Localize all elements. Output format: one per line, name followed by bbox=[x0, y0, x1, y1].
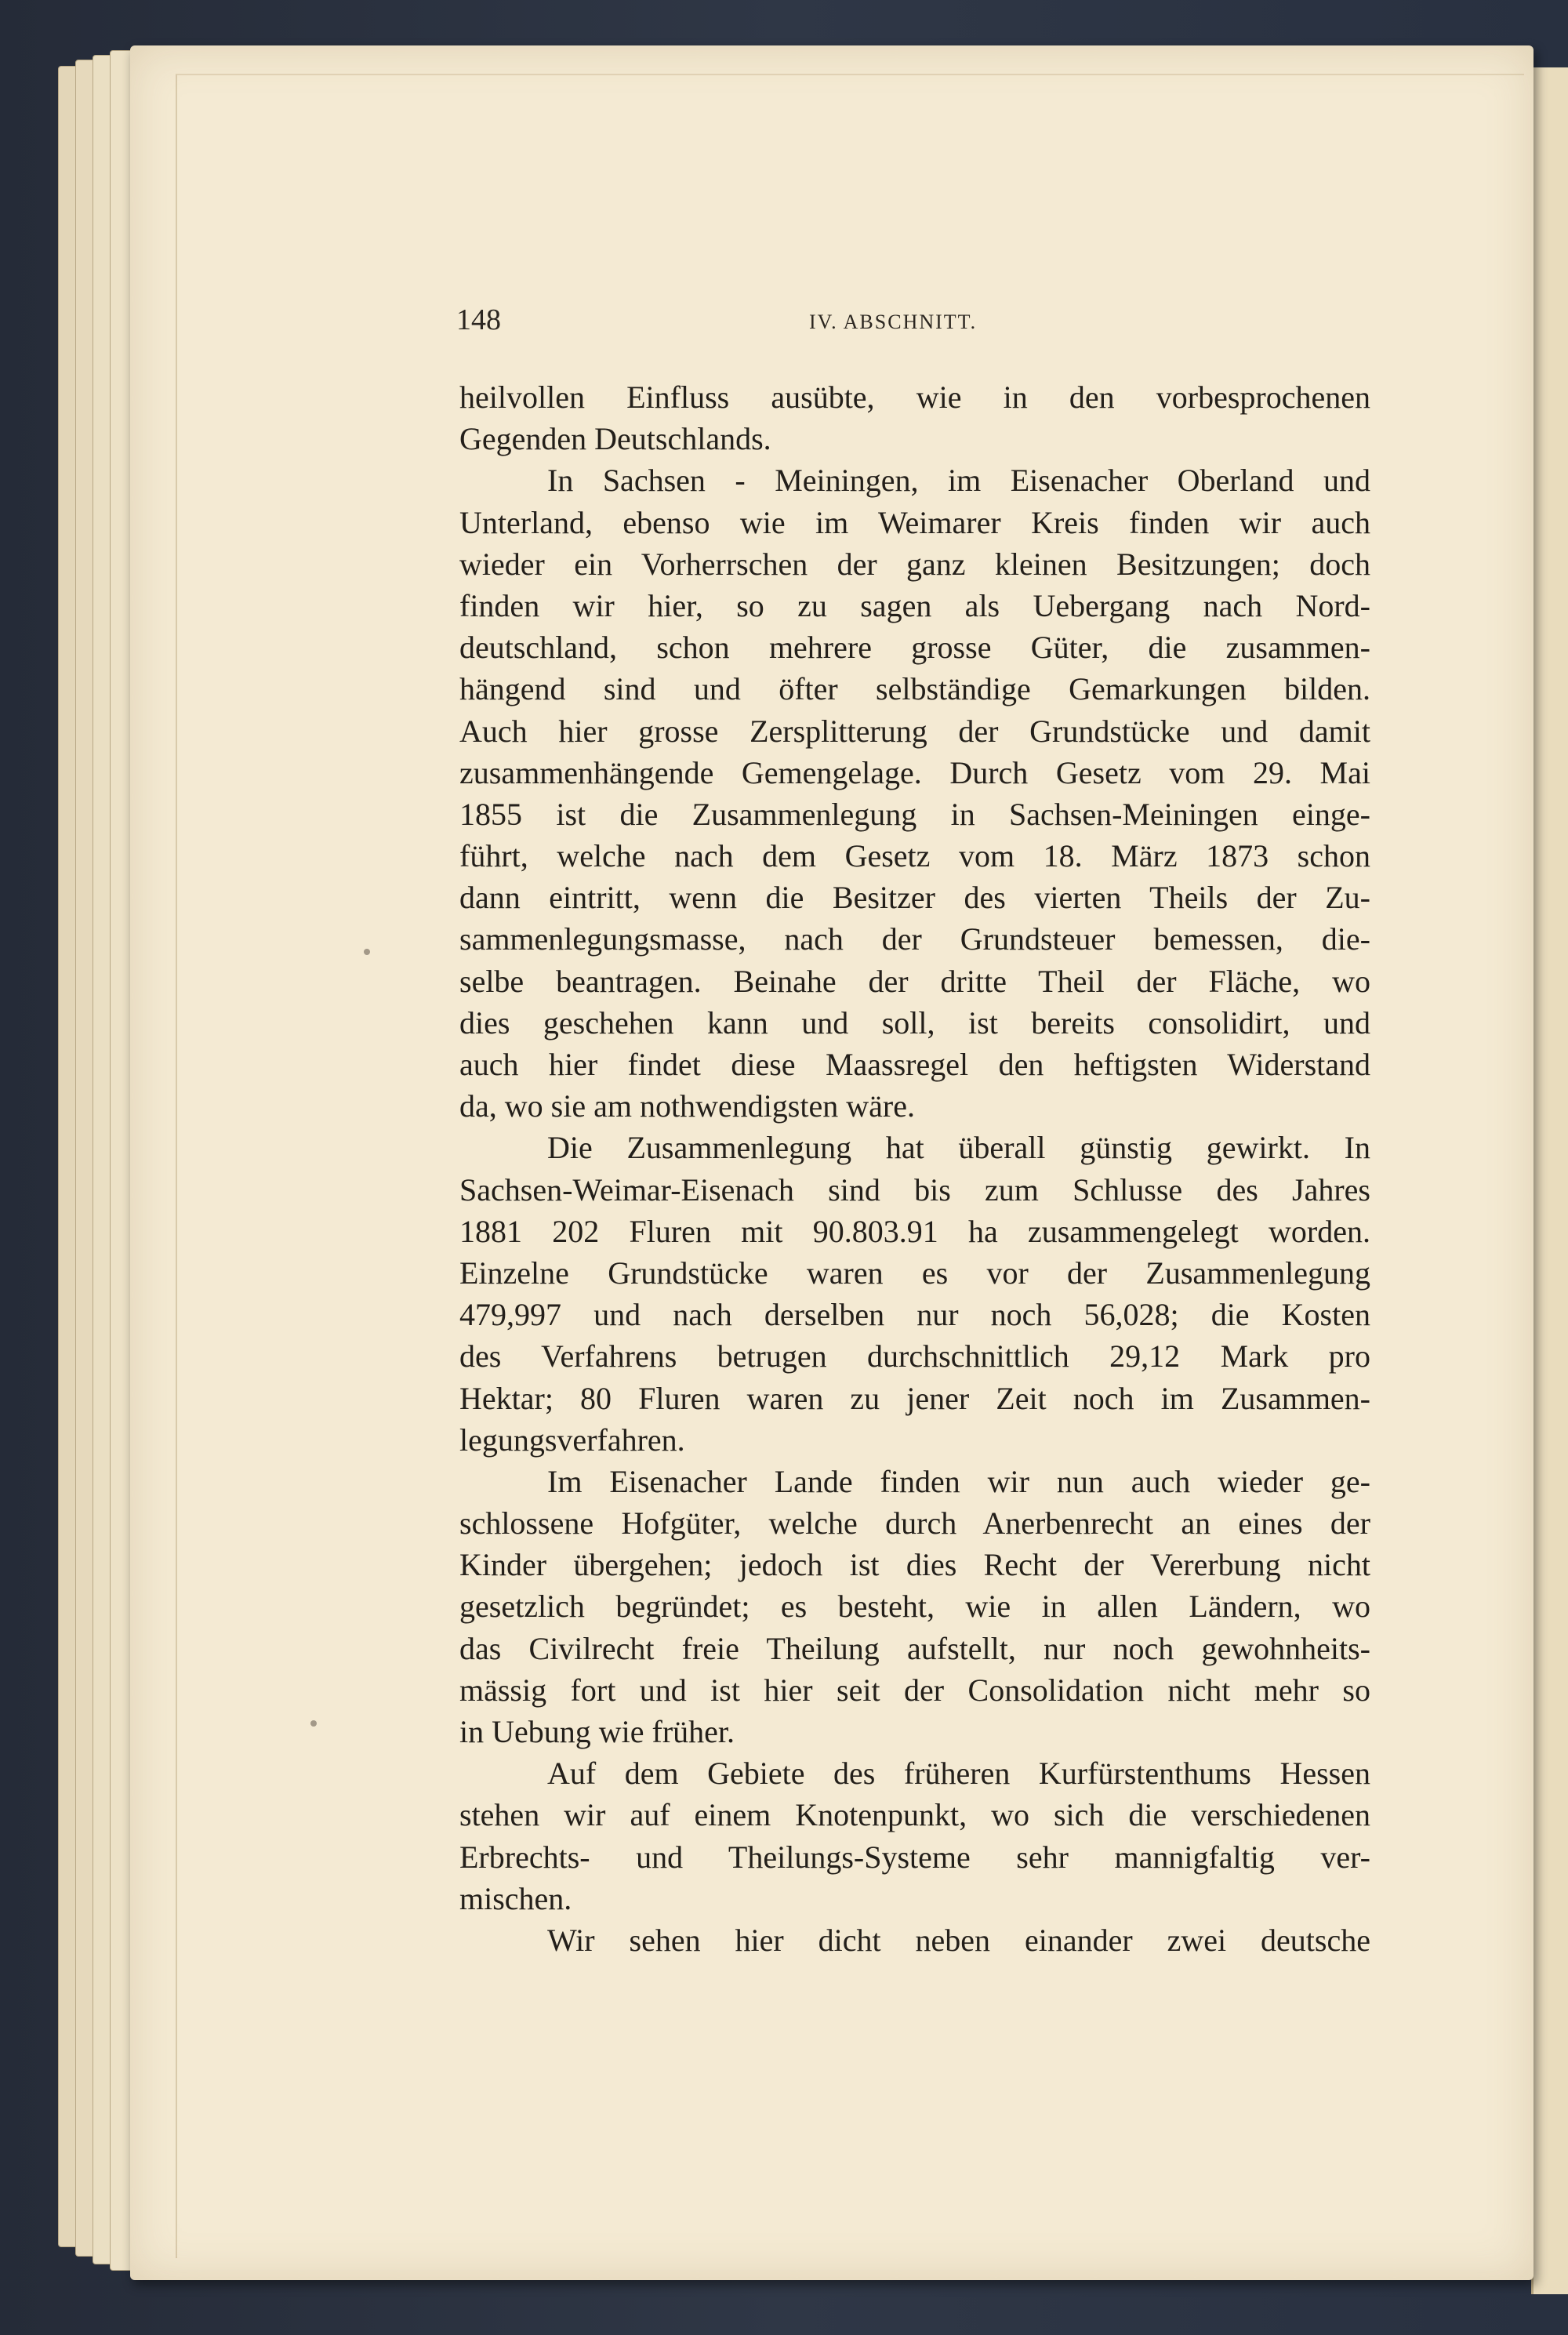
text-line: zusammenhängende Gemengelage. Durch Gesetz vom 29. Mai bbox=[459, 754, 1370, 790]
text-line: das Civilrecht freie Theilung aufstellt, nur noch gewohnheits- bbox=[459, 1630, 1370, 1666]
running-head: IV. ABSCHNITT. bbox=[809, 310, 978, 333]
page-number: 148 bbox=[456, 303, 501, 336]
text-line: In Sachsen - Meiningen, im Eisenacher Oberland und bbox=[547, 463, 1370, 499]
text-line: mässig fort und ist hier seit der Consolidation nicht mehr so bbox=[459, 1672, 1370, 1708]
text-line: in Uebung wie früher. bbox=[459, 1714, 735, 1749]
text-line: Auf dem Gebiete des früheren Kurfürstenthums Hessen bbox=[547, 1756, 1370, 1792]
text-line: selbe beantragen. Beinahe der dritte Theil der Fläche, wo bbox=[459, 963, 1370, 999]
text-line: gesetzlich begründet; es besteht, wie in allen Ländern, wo bbox=[459, 1589, 1370, 1625]
text-line: 1855 ist die Zusammenlegung in Sachsen-Meiningen einge- bbox=[459, 796, 1370, 832]
page-header bbox=[456, 303, 1381, 342]
adjacent-page-edge bbox=[1531, 67, 1568, 2294]
text-line: wieder ein Vorherrschen der ganz kleinen Besitzungen; doch bbox=[459, 546, 1370, 582]
paper-speck bbox=[310, 1720, 317, 1727]
text-line: legungsverfahren. bbox=[459, 1422, 685, 1458]
text-line: Gegenden Deutschlands. bbox=[459, 421, 771, 457]
text-line: Auch hier grosse Zersplitterung der Grundstücke und damit bbox=[459, 713, 1370, 749]
text-line: sammenlegungsmasse, nach der Grundsteuer bemessen, die- bbox=[459, 921, 1370, 957]
paper-speck bbox=[364, 949, 370, 955]
text-line: heilvollen Einfluss ausübte, wie in den vorbesprochenen bbox=[459, 379, 1370, 415]
text-line: deutschland, schon mehrere grosse Güter, die zusammen- bbox=[459, 630, 1370, 666]
text-line: Wir sehen hier dicht neben einander zwei deutsche bbox=[547, 1922, 1370, 1958]
text-line: Die Zusammenlegung hat überall günstig gewirkt. In bbox=[547, 1130, 1370, 1166]
text-line: da, wo sie am nothwendigsten wäre. bbox=[459, 1088, 915, 1124]
text-line: Kinder übergehen; jedoch ist dies Recht der Vererbung nicht bbox=[459, 1547, 1370, 1583]
text-line: schlossene Hofgüter, welche durch Anerbenrecht an eines der bbox=[459, 1505, 1370, 1542]
text-line: Erbrechts- und Theilungs-Systeme sehr mannigfaltig ver- bbox=[459, 1839, 1370, 1875]
text-line: Hektar; 80 Fluren waren zu jener Zeit noch im Zusammen- bbox=[459, 1380, 1370, 1416]
text-line: finden wir hier, so zu sagen als Uebergang nach Nord- bbox=[459, 587, 1370, 623]
text-line: hängend sind und öfter selbständige Gemarkungen bilden. bbox=[459, 671, 1370, 707]
text-line: stehen wir auf einem Knotenpunkt, wo sich die verschiedenen bbox=[459, 1797, 1370, 1833]
text-line: auch hier findet diese Maassregel den heftigsten Widerstand bbox=[459, 1047, 1370, 1082]
body-text bbox=[459, 376, 1370, 1961]
text-line: Einzelne Grundstücke waren es vor der Zusammenlegung bbox=[459, 1255, 1370, 1291]
text-line: Sachsen-Weimar-Eisenach sind bis zum Schlusse des Jahres bbox=[459, 1171, 1370, 1207]
text-line: mischen. bbox=[459, 1880, 572, 1916]
text-line: Unterland, ebenso wie im Weimarer Kreis finden wir auch bbox=[459, 504, 1370, 540]
text-line: führt, welche nach dem Gesetz vom 18. März 1873 schon bbox=[459, 838, 1370, 874]
text-line: des Verfahrens betrugen durchschnittlich 29,12 Mark pro bbox=[459, 1338, 1370, 1374]
text-line: dies geschehen kann und soll, ist bereits consolidirt, und bbox=[459, 1004, 1370, 1040]
text-line: 479,997 und nach derselben nur noch 56,028; die Kosten bbox=[459, 1297, 1370, 1333]
text-line: 1881 202 Fluren mit 90.803.91 ha zusammengelegt worden. bbox=[459, 1213, 1370, 1249]
text-line: dann eintritt, wenn die Besitzer des vierten Theils der Zu- bbox=[459, 880, 1370, 916]
text-line: Im Eisenacher Lande finden wir nun auch wieder ge- bbox=[547, 1463, 1370, 1499]
